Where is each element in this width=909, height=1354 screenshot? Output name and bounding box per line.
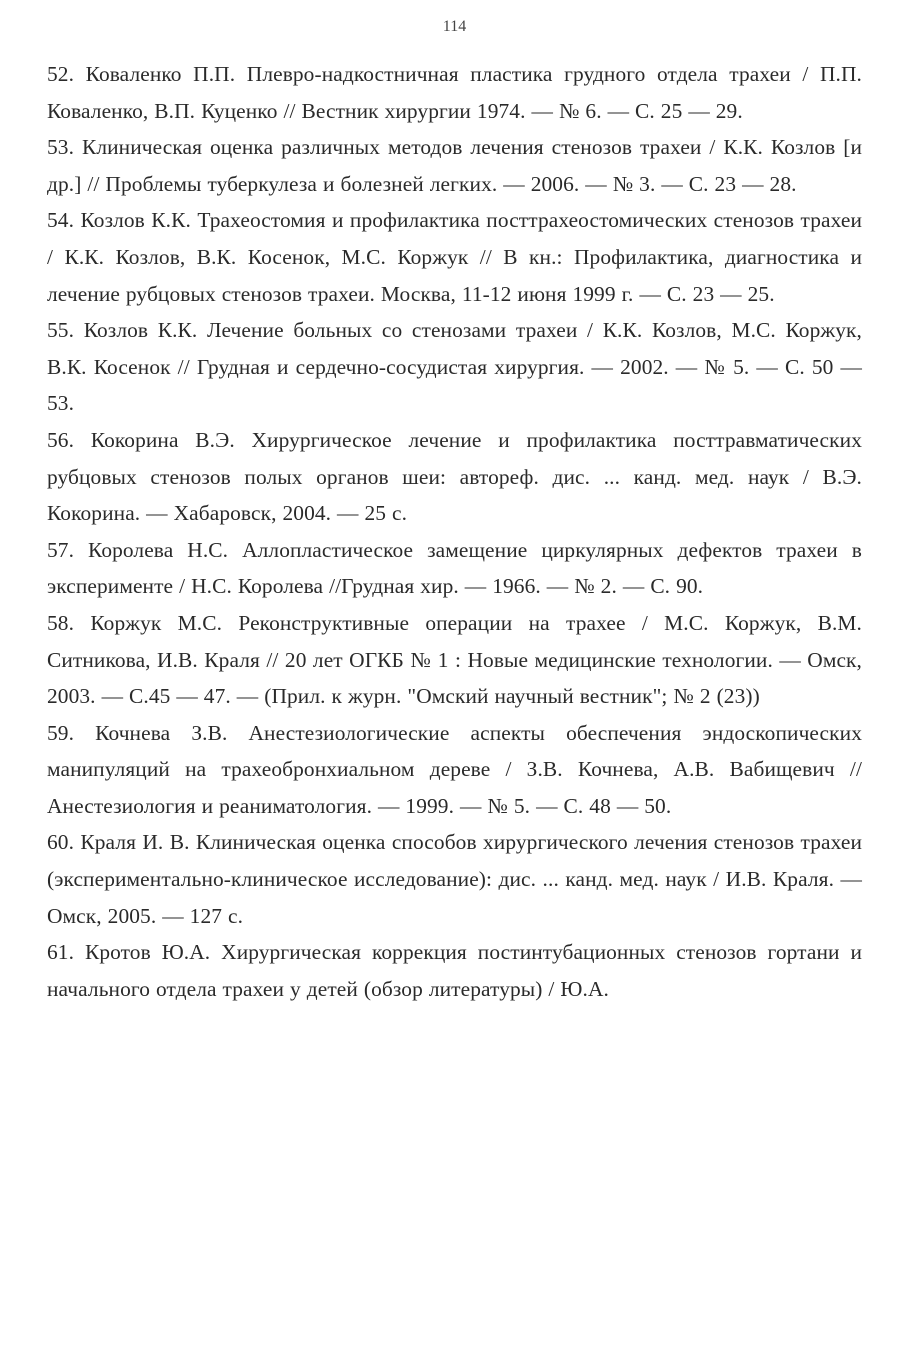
reference-item <box>47 312 862 422</box>
reference-item <box>47 532 862 605</box>
reference-text: Коржук М.С. Реконструктивные операции на трахее / М.С. Коржук, В.М. Ситникова, И.В. Краля // 20 лет ОГКБ № 1 : Новые медицинские технологии. — Омск, 2003. — С.45 — 47. — (Прил. к журн. "Омский научный вестник"; № 2 (23)) <box>47 610 862 709</box>
reference-number: 53. <box>47 135 75 160</box>
reference-number: 57. <box>47 537 75 562</box>
reference-number: 55. <box>47 318 75 343</box>
reference-item <box>47 422 862 532</box>
reference-list <box>47 56 862 1007</box>
reference-number: 61. <box>47 940 75 965</box>
reference-text: Козлов К.К. Трахеостомия и профилактика посттрахеостомических стенозов трахеи / К.К. Козлов, В.К. Косенок, М.С. Коржук // В кн.: Профилактика, диагностика и лечение рубцовых стенозов трахеи. Москва, 11-12 июня 1999 г. — С. 23 — 25. <box>47 208 862 306</box>
reference-number: 56. <box>47 427 75 452</box>
reference-number: 58. <box>47 610 75 635</box>
reference-text: Кротов Ю.А. Хирургическая коррекция постинтубационных стенозов гортани и начального отдела трахеи у детей (обзор литературы) / Ю.А. <box>47 940 863 1001</box>
reference-item <box>47 934 862 1007</box>
reference-item <box>47 56 862 129</box>
reference-text: Козлов К.К. Лечение больных со стенозами трахеи / К.К. Козлов, М.С. Коржук, В.К. Косенок // Грудная и сердечно-сосудистая хирургия. — 2002. — № 5. — С. 50 — 53. <box>47 318 862 416</box>
reference-text: Коваленко П.П. Плевро-надкостничная пластика грудного отдела трахеи / П.П. Коваленко, В.П. Куценко // Вестник хирургии 1974. — № 6. — С. 25 — 29. <box>47 62 862 123</box>
reference-number: 54. <box>47 208 75 233</box>
reference-number: 60. <box>47 830 75 855</box>
reference-number: 59. <box>47 720 75 745</box>
reference-item <box>47 824 862 934</box>
reference-number: 52. <box>47 62 75 86</box>
reference-text: Краля И. В. Клиническая оценка способов хирургического лечения стенозов трахеи (экспериментально-клиническое исследование): дис. ... канд. мед. наук / И.В. Краля. — Омск, 2005. — 127 с. <box>47 830 863 928</box>
reference-item <box>47 605 862 715</box>
reference-text: Кокорина В.Э. Хирургическое лечение и профилактика посттравматических рубцовых стенозов полых органов шеи: автореф. дис. ... канд. мед. наук / В.Э. Кокорина. — Хабаровск, 2004. — 25 с. <box>47 427 862 526</box>
reference-item <box>47 715 862 825</box>
reference-text: Королева Н.С. Аллопластическое замещение циркулярных дефектов трахеи в эксперименте / Н.С. Королева //Грудная хир. — 1966. — № 2. — С. 90. <box>47 537 862 599</box>
page-number: 114 <box>442 18 467 35</box>
reference-item <box>47 129 862 202</box>
reference-text: Кочнева З.В. Анестезиологические аспекты обеспечения эндоскопических манипуляций на трахеобронхиальном дереве / З.В. Кочнева, А.В. Вабищевич // Анестезиология и реаниматология. — 1999. — № 5. — С. 48 — 50. <box>47 720 862 818</box>
reference-text: Клиническая оценка различных методов лечения стенозов трахеи / К.К. Козлов [и др.] // Проблемы туберкулеза и болезней легких. — 2006. — № 3. — С. 23 — 28. <box>47 135 862 196</box>
reference-item <box>47 202 862 312</box>
